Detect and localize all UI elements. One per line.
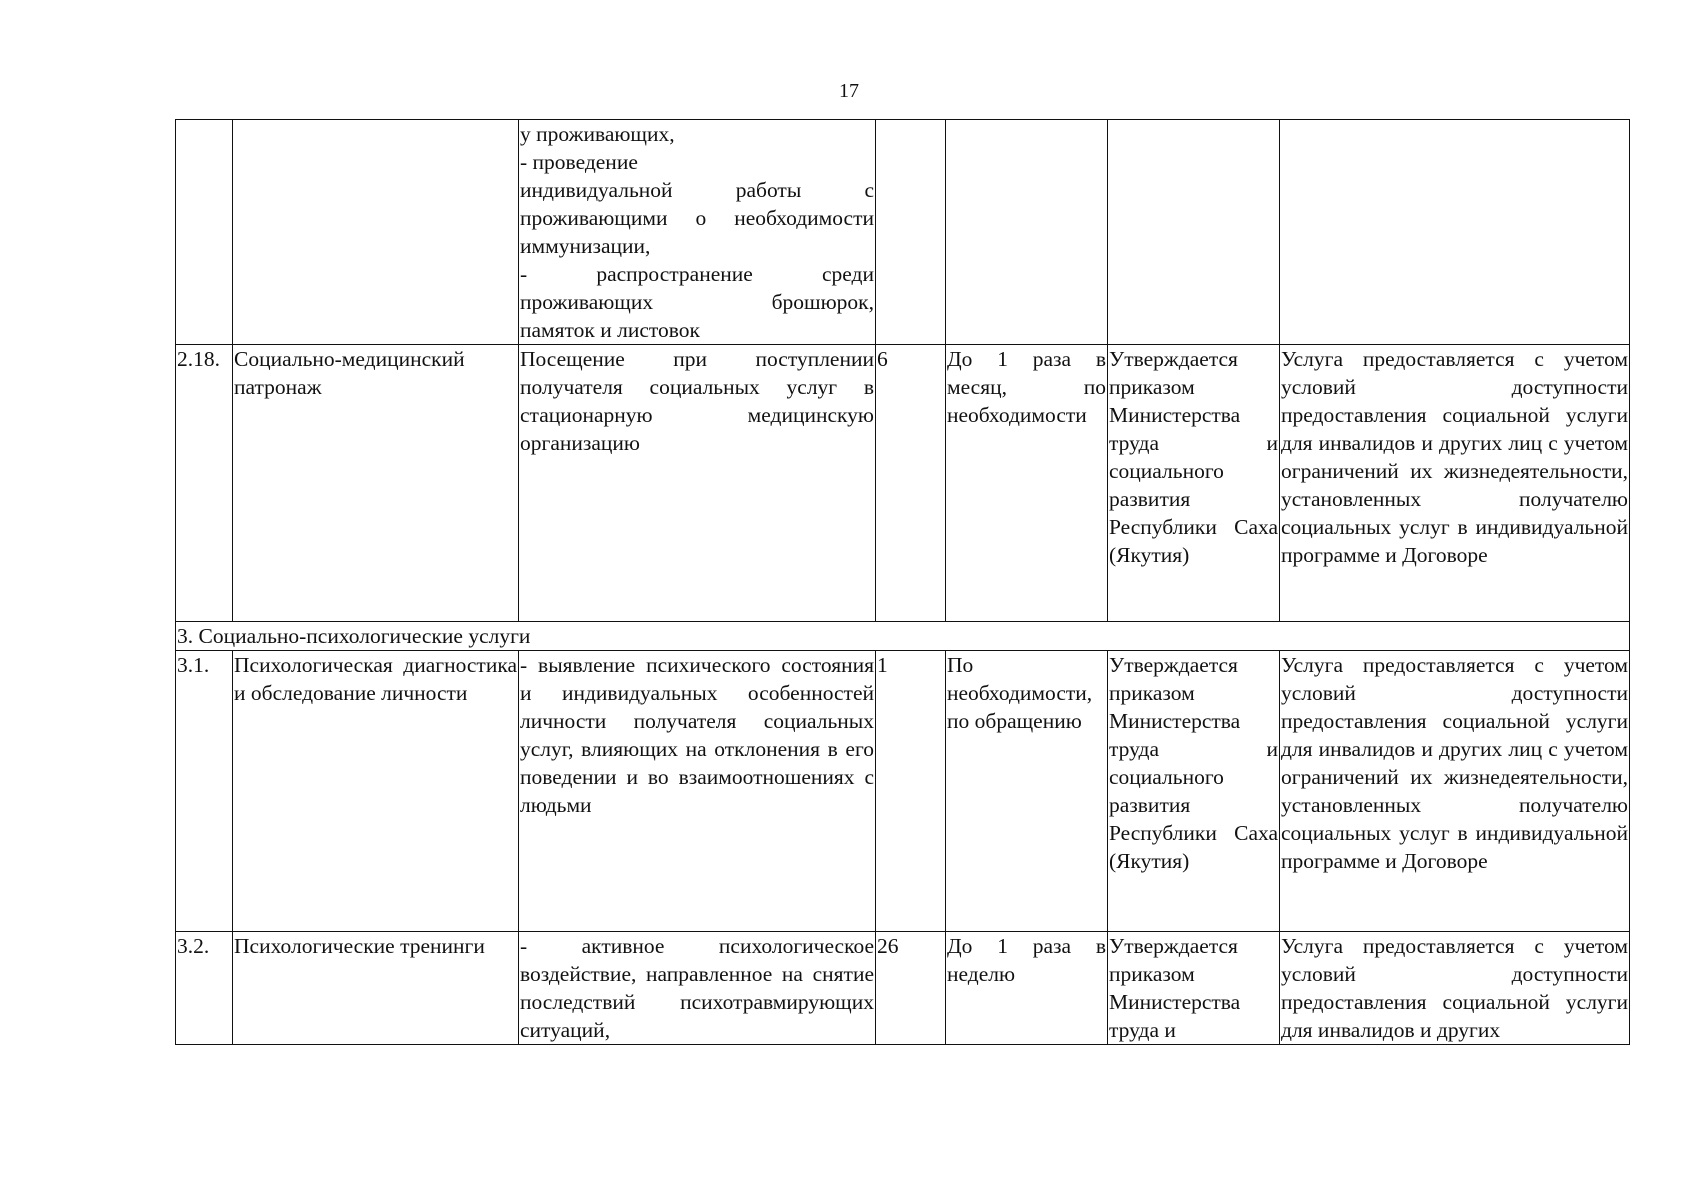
- section-header-row: [176, 622, 1630, 651]
- cell-volume: 6: [876, 345, 946, 622]
- table-row: [176, 651, 1630, 932]
- cell-num: 2.18.: [176, 345, 233, 622]
- cell-name: Социально-медицинский патронаж: [233, 345, 519, 622]
- cell-name: [233, 120, 519, 345]
- cell-cost: Утверждается приказом Министерства труда и социального развития Республики Саха (Якутия): [1108, 345, 1280, 622]
- cell-conditions: Услуга предоставляется с учетом условий доступности предоставления социальной услуги для инвалидов и других: [1280, 932, 1630, 1045]
- cell-num: 3.2.: [176, 932, 233, 1045]
- cell-cost: [1108, 120, 1280, 345]
- desc-line: - распространение среди: [520, 262, 874, 286]
- cell-conditions: [1280, 120, 1630, 345]
- cell-num: 3.1.: [176, 651, 233, 932]
- cell-cost: Утверждается приказом Министерства труда и: [1108, 932, 1280, 1045]
- desc-line: - проведение: [520, 150, 638, 174]
- table-row: [176, 932, 1630, 1045]
- cell-desc: [519, 120, 876, 345]
- cell-desc: - активное психологическое воздействие, направленное на снятие последствий психотравмирующих ситуаций,: [519, 932, 876, 1045]
- services-table: [175, 119, 1630, 1045]
- table-row-continuation: [176, 120, 1630, 345]
- cell-desc: Посещение при поступлении получателя социальных услуг в стационарную медицинскую организацию: [519, 345, 876, 622]
- cell-period: До 1 раза в неделю: [946, 932, 1108, 1045]
- cell-desc: - выявление психического состояния и индивидуальных особенностей личности получателя социальных услуг, влияющих на отклонения в его поведении и во взаимоотношениях с людьми: [519, 651, 876, 932]
- desc-line: памяток и листовок: [520, 318, 700, 342]
- cell-period: По необходимости, по обращению: [946, 651, 1108, 932]
- cell-volume: 1: [876, 651, 946, 932]
- cell-volume: 26: [876, 932, 946, 1045]
- cell-conditions: Услуга предоставляется с учетом условий доступности предоставления социальной услуги для инвалидов и других лиц с учетом ограничений их жизнедеятельности, установленных получателю социальных услуг в индивидуальной программе и Договоре: [1280, 345, 1630, 622]
- desc-line: проживающих брошюрок,: [520, 290, 874, 314]
- desc-line: иммунизации,: [520, 234, 651, 258]
- cell-period: [946, 120, 1108, 345]
- desc-line: у проживающих,: [520, 122, 675, 146]
- cell-conditions: Услуга предоставляется с учетом условий доступности предоставления социальной услуги для инвалидов и других лиц с учетом ограничений их жизнедеятельности, установленных получателю социальных услуг в индивидуальной программе и Договоре: [1280, 651, 1630, 932]
- page-number: 17: [839, 80, 859, 102]
- table-row: [176, 345, 1630, 622]
- cell-name: Психологическая диагностика и обследование личности: [233, 651, 519, 932]
- cell-period: До 1 раза в месяц, по необходимости: [946, 345, 1108, 622]
- cell-volume: [876, 120, 946, 345]
- cell-num: [176, 120, 233, 345]
- cell-cost: Утверждается приказом Министерства труда и социального развития Республики Саха (Якутия): [1108, 651, 1280, 932]
- cell-name: Психологические тренинги: [233, 932, 519, 1045]
- desc-line: индивидуальной работы с: [520, 178, 874, 202]
- desc-line: проживающими о необходимости: [520, 206, 874, 230]
- section-title: 3. Социально-психологические услуги: [176, 622, 1630, 651]
